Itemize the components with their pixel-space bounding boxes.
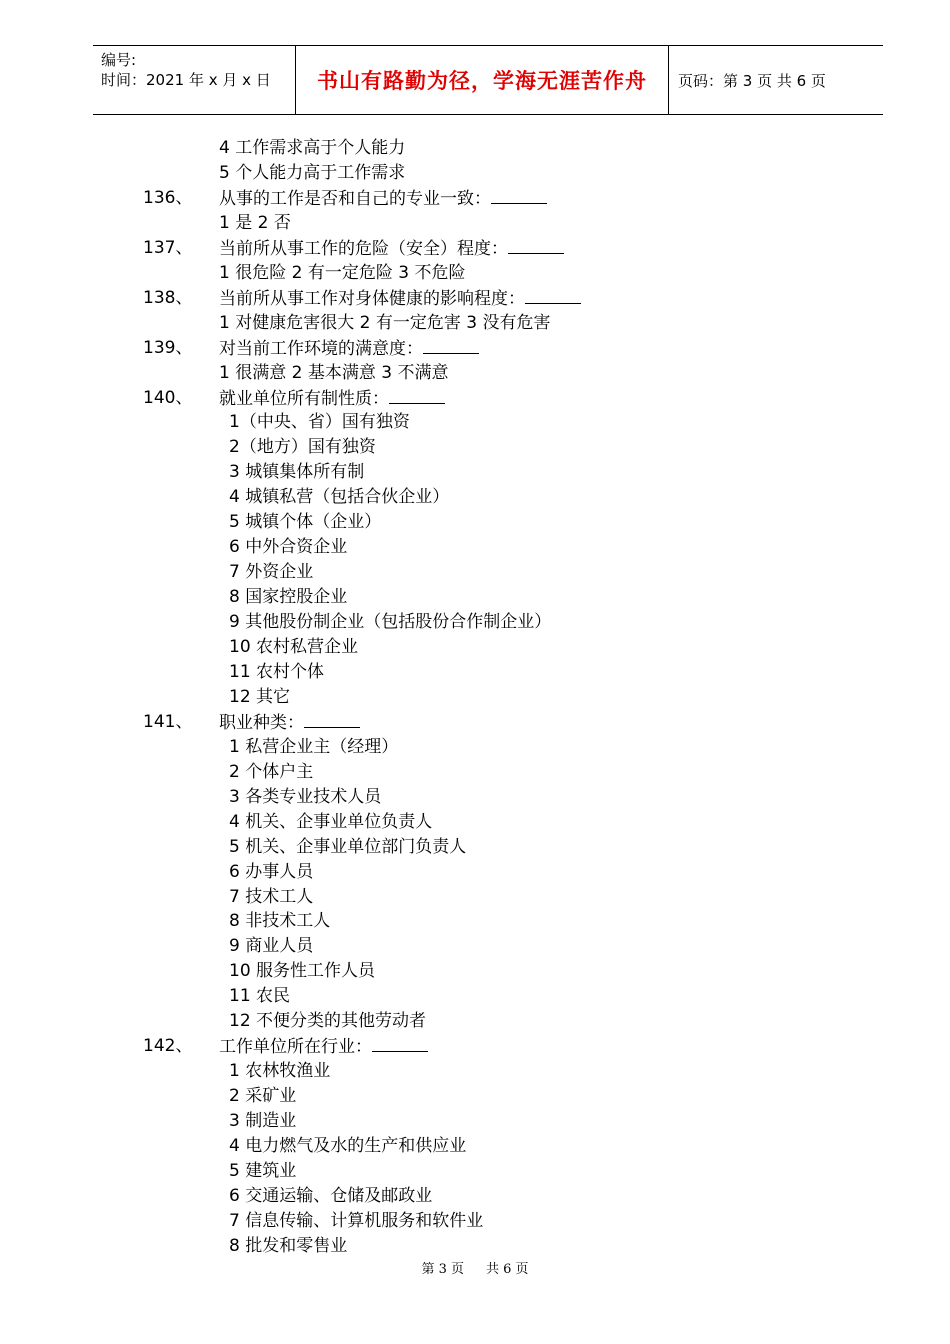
question-text-wrap — [219, 237, 564, 260]
answer-option: 5 建筑业 — [229, 1161, 297, 1181]
answer-option: 3 城镇集体所有制 — [229, 462, 365, 482]
answer-option: 4 电力燃气及水的生产和供应业 — [229, 1136, 467, 1156]
answer-option: 1 农林牧渔业 — [229, 1061, 331, 1081]
answer-option: 3 各类专业技术人员 — [229, 787, 382, 807]
answer-option: 8 国家控股企业 — [229, 587, 348, 607]
answer-option: 4 工作需求高于个人能力 — [219, 138, 406, 158]
answer-option: 9 其他股份制企业（包括股份合作制企业） — [229, 612, 552, 632]
question-number: 138、 — [143, 288, 193, 308]
answer-option: 4 机关、企事业单位负责人 — [229, 812, 433, 832]
question-text: 工作单位所在行业： — [219, 1037, 372, 1057]
answer-option: 2 个体户主 — [229, 762, 314, 782]
answer-option: 2 采矿业 — [229, 1086, 297, 1106]
answer-option: 11 农村个体 — [229, 662, 325, 682]
answer-blank[interactable] — [491, 187, 547, 204]
question-number: 136、 — [143, 188, 193, 208]
footer-total-pages: 共 6 页 — [486, 1262, 529, 1277]
answer-option: 12 其它 — [229, 687, 291, 707]
header-page-info — [668, 46, 883, 114]
question-text-wrap — [219, 711, 360, 734]
answer-option: 1 私营企业主（经理） — [229, 737, 399, 757]
answer-option: 1 是 2 否 — [219, 213, 291, 233]
question-text: 职业种类： — [219, 713, 304, 733]
answer-blank[interactable] — [508, 237, 564, 254]
header-meta — [93, 46, 295, 114]
page-header — [93, 45, 883, 115]
question-text-wrap — [219, 287, 581, 310]
question-number: 137、 — [143, 238, 193, 258]
question-number: 139、 — [143, 338, 193, 358]
question-text: 当前所从事工作对身体健康的影响程度： — [219, 289, 525, 309]
answer-blank[interactable] — [389, 387, 445, 404]
answer-option: 1（中央、省）国有独资 — [229, 412, 410, 432]
answer-option: 2（地方）国有独资 — [229, 437, 376, 457]
answer-option: 11 农民 — [229, 986, 291, 1006]
question-text-wrap — [219, 337, 479, 360]
question-text: 从事的工作是否和自己的专业一致： — [219, 189, 491, 209]
question-number: 141、 — [143, 712, 193, 732]
question-text: 对当前工作环境的满意度： — [219, 339, 423, 359]
answer-option: 10 服务性工作人员 — [229, 961, 376, 981]
answer-option: 1 很危险 2 有一定危险 3 不危险 — [219, 263, 466, 283]
footer-page-number: 第 3 页 — [421, 1262, 464, 1277]
answer-option: 6 交通运输、仓储及邮政业 — [229, 1186, 433, 1206]
doc-number-label: 编号: — [101, 51, 137, 69]
answer-option: 1 对健康危害很大 2 有一定危害 3 没有危害 — [219, 313, 551, 333]
answer-option: 5 机关、企事业单位部门负责人 — [229, 837, 467, 857]
question-number: 142、 — [143, 1036, 193, 1056]
answer-option: 1 很满意 2 基本满意 3 不满意 — [219, 363, 449, 383]
answer-option: 8 批发和零售业 — [229, 1236, 348, 1256]
answer-blank[interactable] — [525, 287, 581, 304]
answer-blank[interactable] — [304, 711, 360, 728]
answer-blank[interactable] — [423, 337, 479, 354]
answer-option: 6 中外合资企业 — [229, 537, 348, 557]
answer-option: 5 城镇个体（企业） — [229, 512, 382, 532]
question-text-wrap — [219, 387, 445, 410]
answer-option: 4 城镇私营（包括合伙企业） — [229, 487, 450, 507]
question-text: 当前所从事工作的危险（安全）程度： — [219, 239, 508, 259]
answer-option: 7 信息传输、计算机服务和软件业 — [229, 1211, 484, 1231]
question-text-wrap — [219, 187, 547, 210]
answer-option: 3 制造业 — [229, 1111, 297, 1131]
question-text-wrap — [219, 1035, 428, 1058]
answer-option: 7 技术工人 — [229, 887, 314, 907]
doc-time-label: 时间：2021 年 x 月 x 日 — [101, 71, 271, 89]
header-motto: 书山有路勤为径，学海无涯苦作舟 — [295, 46, 669, 114]
header-page-label: 页码：第 3 页 共 6 页 — [678, 71, 826, 90]
answer-option: 10 农村私营企业 — [229, 637, 359, 657]
question-text: 就业单位所有制性质： — [219, 389, 389, 409]
answer-option: 7 外资企业 — [229, 562, 314, 582]
question-number: 140、 — [143, 388, 193, 408]
answer-option: 5 个人能力高于工作需求 — [219, 163, 406, 183]
answer-option: 9 商业人员 — [229, 936, 314, 956]
answer-option: 6 办事人员 — [229, 862, 314, 882]
answer-option: 8 非技术工人 — [229, 911, 331, 931]
answer-option: 12 不便分类的其他劳动者 — [229, 1011, 427, 1031]
answer-blank[interactable] — [372, 1035, 428, 1052]
page-footer — [0, 1258, 950, 1277]
